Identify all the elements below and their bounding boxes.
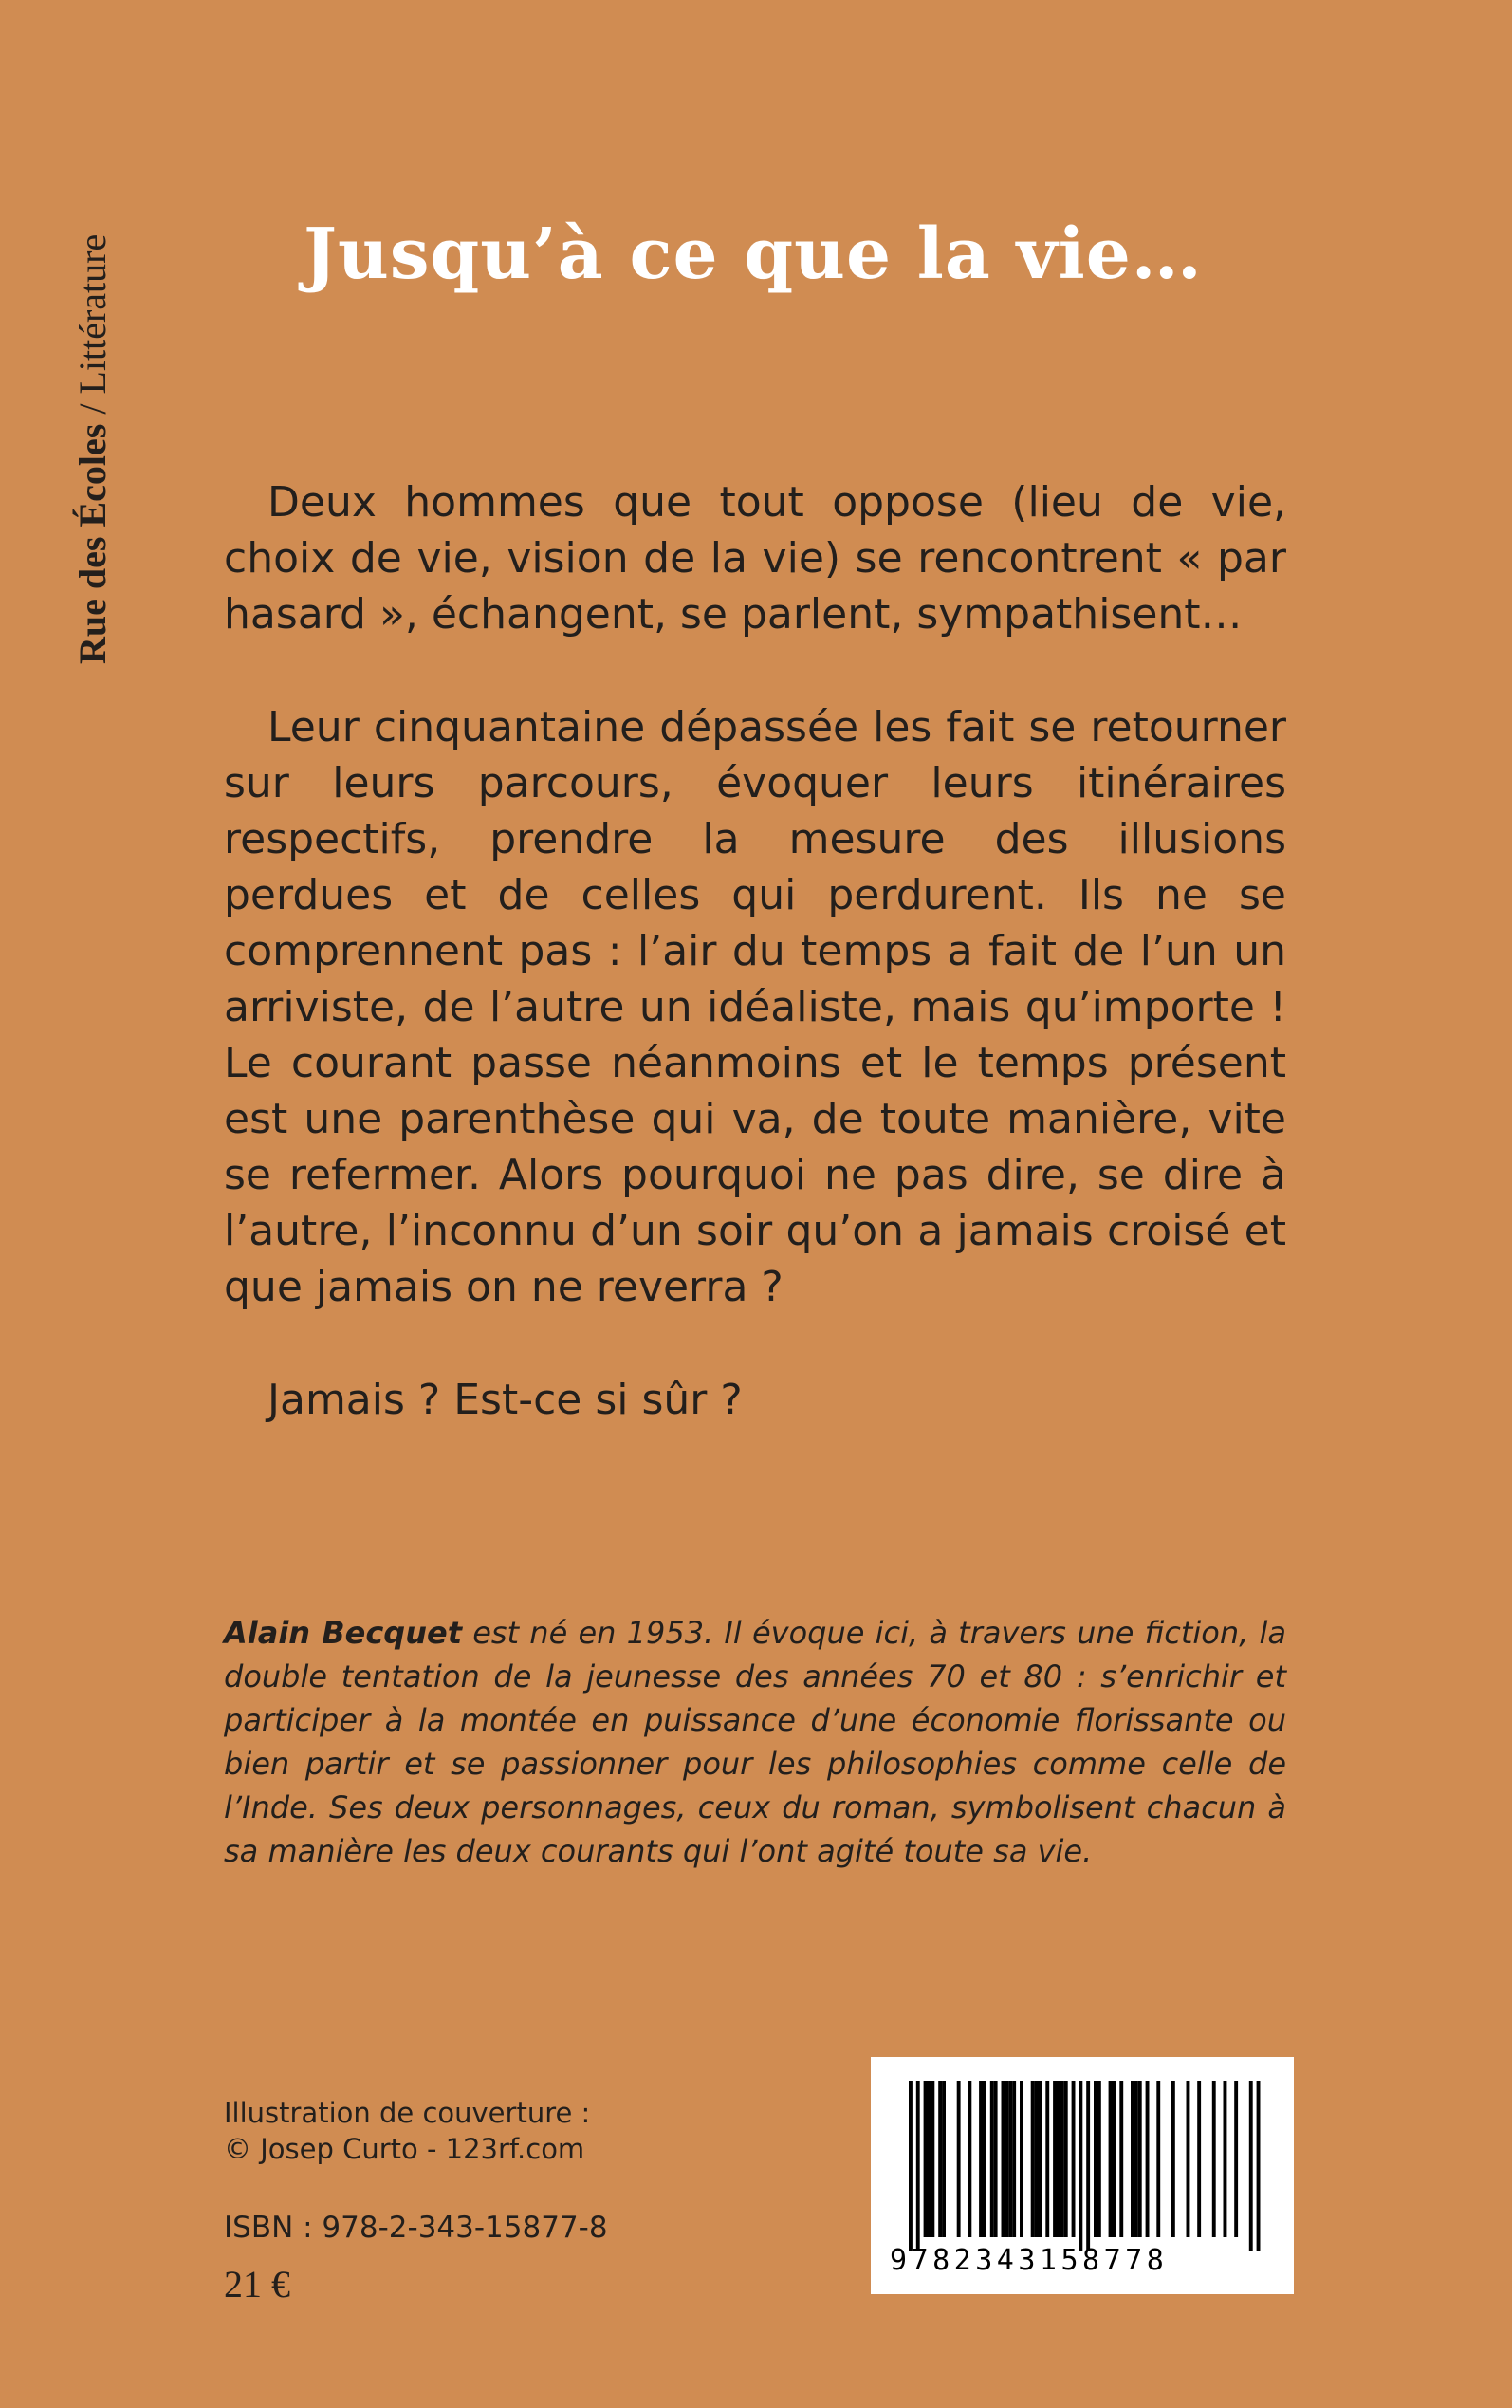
barcode-bar [1156, 2081, 1160, 2237]
barcode-bar [957, 2081, 961, 2237]
author-bio [224, 1611, 1286, 1873]
barcode-bar [979, 2081, 983, 2237]
barcode-bar [983, 2081, 986, 2237]
barcode-bar [994, 2081, 998, 2237]
barcode-bar [1249, 2081, 1253, 2251]
author-bio-text: est né en 1953. Il évoque ici, à travers une fiction, la double tentation de la jeunesse des années 70 et 80 : s’enrichir et participer à la montée en puissance d’une économie florissante ou bien partir et se passionner pour les philosophies comme celle de l’Inde. Ses deux personnages, ceux du roman, symbolisent chacun à sa manière les deux courants qui l’ont agité toute sa vie. [224, 1615, 1287, 1869]
isbn: ISBN : 978-2-343-15877-8 [224, 2211, 608, 2245]
barcode-digits: 9782343158778 [890, 2244, 1169, 2277]
barcode-bar [931, 2081, 934, 2237]
barcode-bar [942, 2081, 946, 2237]
barcode-bar [928, 2081, 931, 2237]
barcode-bar [1064, 2081, 1068, 2237]
barcode-bar [1086, 2081, 1090, 2251]
spine-separator: / [71, 394, 114, 424]
barcode-bar [1094, 2081, 1097, 2237]
barcode-bar [1187, 2081, 1190, 2237]
barcode-bar [1224, 2081, 1227, 2237]
barcode-bar [1012, 2081, 1016, 2237]
blurb-paragraph-1: Deux hommes que tout oppose (lieu de vie, choix de vie, vision de la vie) se rencontrent « par hasard », échangent, se parlent, sympathisent… [224, 478, 1286, 639]
barcode-bar [1109, 2081, 1113, 2237]
barcode-bar [1212, 2081, 1216, 2237]
barcode-bar [1008, 2081, 1012, 2237]
barcode-bar [1035, 2081, 1039, 2237]
barcode-bar [1020, 2081, 1023, 2237]
barcode-bar [938, 2081, 942, 2237]
barcode-bar [1146, 2081, 1150, 2237]
barcode-bar [1119, 2081, 1123, 2237]
barcode-bar [1060, 2081, 1064, 2237]
barcode-bar [1131, 2081, 1134, 2237]
barcode-bar [1079, 2081, 1082, 2251]
book-title: Jusqu’à ce que la vie… [304, 213, 1203, 295]
barcode-bar [924, 2081, 928, 2237]
barcode-bar [1257, 2081, 1261, 2251]
barcode-bar [1234, 2081, 1238, 2237]
blurb [224, 474, 1286, 1428]
barcode-bar [968, 2081, 971, 2237]
barcode-bar [1113, 2081, 1116, 2237]
barcode-bar [1072, 2081, 1076, 2237]
barcode-bar [1053, 2081, 1057, 2237]
barcode-bar [1045, 2081, 1049, 2237]
barcode-bar [1031, 2081, 1035, 2237]
author-name: Alain Becquet [224, 1615, 462, 1651]
series-name: Rue des Écoles [71, 423, 114, 664]
blurb-paragraph-3: Jamais ? Est-ce si sûr ? [267, 1376, 743, 1424]
barcode-bar [1138, 2081, 1142, 2237]
price: 21 € [224, 2263, 290, 2306]
barcode-bar [1057, 2081, 1060, 2237]
barcode-bar [1134, 2081, 1138, 2237]
cover-credits [224, 2095, 698, 2167]
spine-text [70, 234, 115, 664]
credits-line-1: Illustration de couverture : [224, 2097, 591, 2129]
credits-line-2: © Josep Curto - 123rf.com [224, 2133, 585, 2165]
series-category: Littérature [71, 233, 114, 395]
blurb-paragraph-2: Leur cinquantaine dépassée les fait se retourner sur leurs parcours, évoquer leurs itinéraires respectifs, prendre la mesure des illusions perdues et de celles qui perdurent. Ils ne se comprennent pas : l’air du temps a fait de l’un un arriviste, de l’autre un idéaliste, mais qu’importe ! Le courant passe néanmoins et le temps présent est une parenthèse qui va, de toute manière, vite se refermer. Alors pourquoi ne pas dire, se dire à l’autre, l’inconnu d’un soir qu’on a jamais croisé et que jamais on ne reverra ? [224, 703, 1286, 1311]
barcode-bar [916, 2081, 920, 2251]
barcode-bar [1171, 2081, 1175, 2237]
barcode-bar [1197, 2081, 1201, 2237]
barcode [871, 2057, 1294, 2294]
barcode-bar [1039, 2081, 1042, 2237]
barcode-bar [1097, 2081, 1101, 2237]
barcode-bar [990, 2081, 994, 2237]
barcode-bar [909, 2081, 913, 2251]
barcode-bar [1005, 2081, 1008, 2237]
spine-label [65, 104, 118, 674]
barcode-bar [1002, 2081, 1005, 2237]
